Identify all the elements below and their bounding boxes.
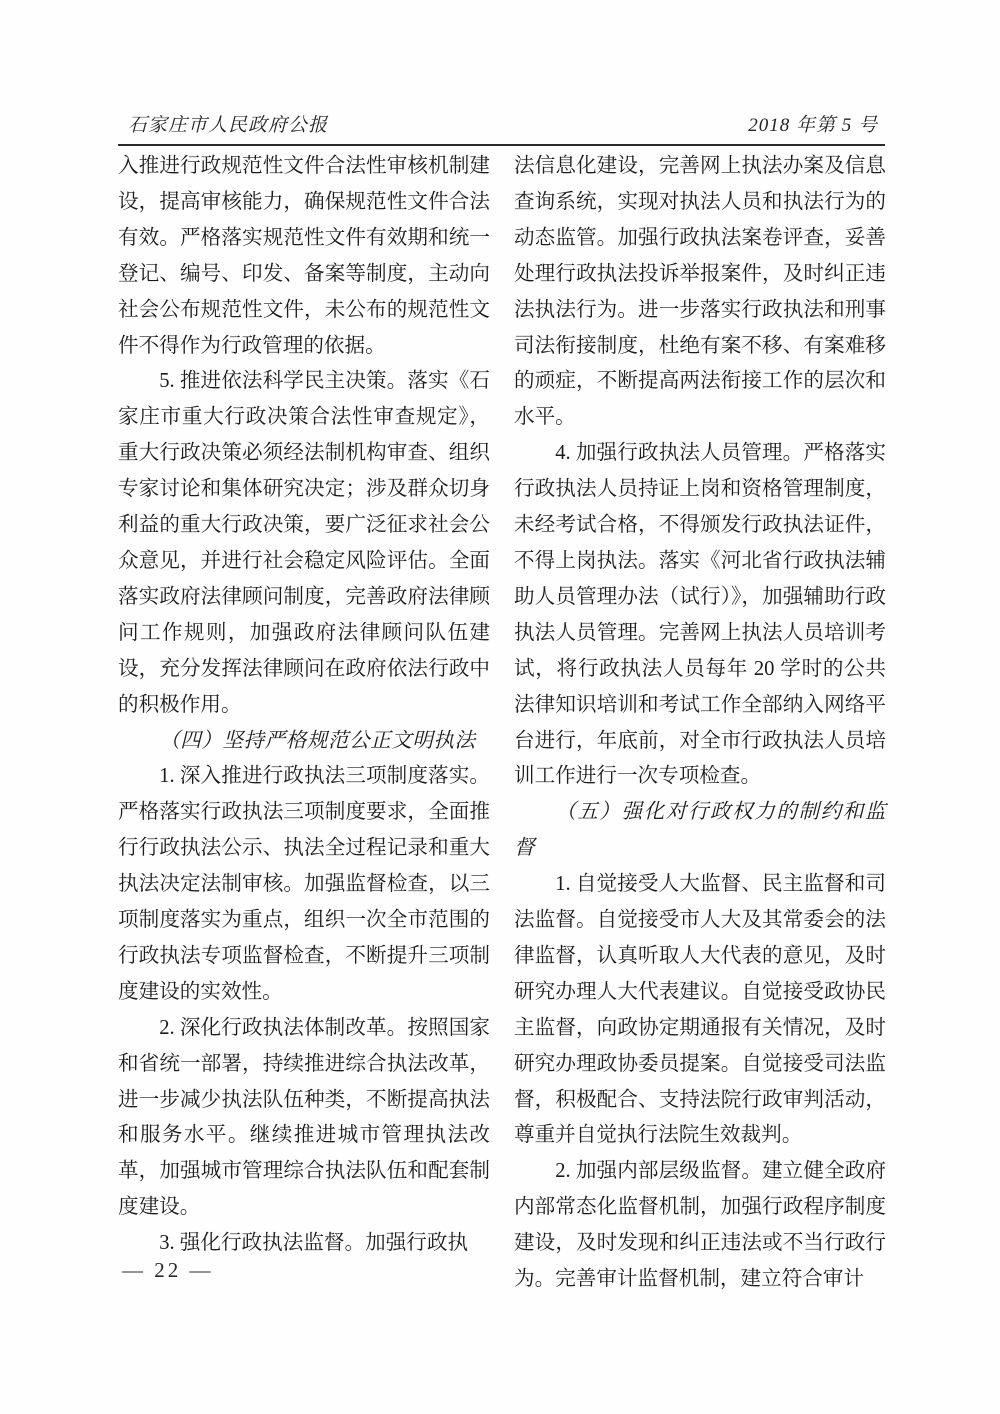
paragraph-item-4: 4. 加强行政执法人员管理。严格落实行政执法人员持证上岗和资格管理制度，未经考试合格，不得颁发行政执法证件，不得上岗执法。落实《河北省行政执法辅助人员管理办法（试行）》，加强辅助行政执法人员管理。完善网上执法人员培训考试，将行政执法人员每年 20 学时的公共法律知识培训和考试工作全部纳入网络平台进行，年底前，对全市行政执法人员培训工作进行一次专项检查。 — [514, 442, 886, 788]
paragraph-item-1: 1. 自觉接受人大监督、民主监督和司法监督。自觉接受市人大及其常委会的法律监督，认真听取人大代表的意见，及时研究办理人大代表建议。自觉接受政协民主监督，向政协定期通报有关情况，及时研究办理政协委员提案。自觉接受司法监督，积极配合、支持法院行政审判活动，尊重并自觉执行法院生效裁判。 — [514, 873, 886, 1147]
header-issue-number: 2018 年第 5 号 — [748, 115, 878, 136]
header-publication-title: 石家庄市人民政府公报 — [128, 115, 329, 136]
paragraph-item-1: 1. 深入推进行政执法三项制度落实。严格落实行政执法三项制度要求，全面推行行政执法公示、执法全过程记录和重大执法决定法制审核。加强监督检查，以三项制度落实为重点，组织一次全市范围的行政执法专项监督检查，不断提升三项制度建设的实效性。 — [118, 765, 490, 1003]
left-column — [118, 149, 490, 1298]
paragraph-item-3: 3. 强化行政执法监督。加强行政执 — [159, 1232, 469, 1255]
right-column — [514, 149, 886, 1298]
section-heading-four: （四）坚持严格规范公正文明执法 — [159, 729, 476, 752]
header-rule — [118, 144, 885, 146]
paragraph-item-2: 2. 加强内部层级监督。建立健全政府内部常态化监督机制，加强行政程序制度建设，及时发现和纠正违法或不当行政行为。完善审计监督机制，建立符合审计 — [514, 1160, 886, 1291]
content-columns — [118, 149, 886, 1298]
paragraph-item-2: 2. 深化行政执法体制改革。按照国家和省统一部署，持续推进综合执法改革，进一步减少执法队伍种类，不断提高执法和服务水平。继续推进城市管理执法改革，加强城市管理综合执法队伍和配套制度建设。 — [118, 1016, 490, 1219]
page-header — [128, 110, 878, 137]
paragraph-item-5: 5. 推进依法科学民主决策。落实《石家庄市重大行政决策合法性审查规定》，重大行政决策必须经法制机构审查、组织专家讨论和集体研究决定；涉及群众切身利益的重大行政决策，要广泛征求社会公众意见，并进行社会稳定风险评估。全面落实政府法律顾问制度，完善政府法律顾问工作规则，加强政府法律顾问队伍建设，充分发挥法律顾问在政府依法行政中的积极作用。 — [118, 370, 490, 716]
section-heading-five: （五）强化对行政权力的制约和监督 — [514, 801, 886, 860]
paragraph-continuation: 法信息化建设，完善网上执法办案及信息查询系统，实现对执法人员和执法行为的动态监管。加强行政执法案卷评查，妥善处理行政执法投诉举报案件，及时纠正违法执法行为。进一步落实行政执法和刑事司法衔接制度，杜绝有案不移、有案难移的顽症，不断提高两法衔接工作的层次和水平。 — [514, 155, 886, 429]
paragraph-continuation: 入推进行政规范性文件合法性审核机制建设，提高审核能力，确保规范性文件合法有效。严格落实规范性文件有效期和统一登记、编号、印发、备案等制度，主动向社会公布规范性文件，未公布的规范性文件不得作为行政管理的依据。 — [118, 155, 490, 357]
page-number: — 22 — — [122, 1258, 214, 1282]
